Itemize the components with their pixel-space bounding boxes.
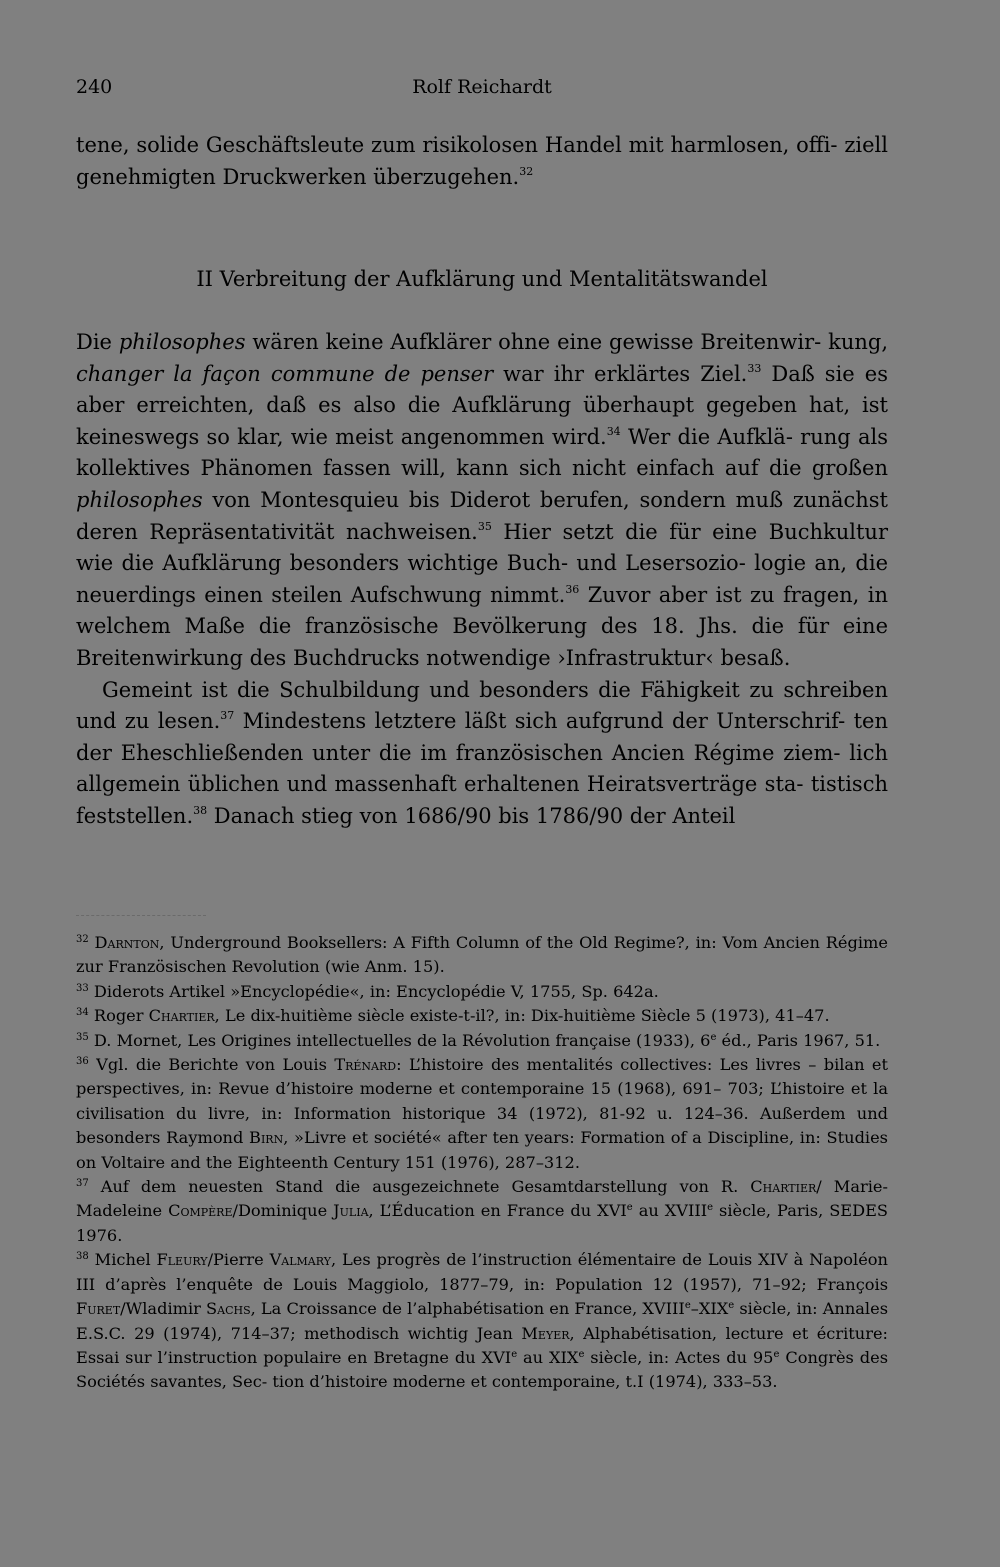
superscript: e bbox=[710, 1031, 717, 1043]
continued-paragraph bbox=[76, 130, 888, 193]
footnotes bbox=[76, 931, 888, 1395]
footnote-36 bbox=[76, 1053, 888, 1175]
footnote-ref: 36 bbox=[565, 582, 580, 596]
footnote-ref: 32 bbox=[519, 164, 534, 178]
paragraph-2 bbox=[76, 675, 888, 833]
text-run: / Marie-Madeleine bbox=[76, 1177, 888, 1221]
footnote-33 bbox=[76, 980, 888, 1004]
footnote-ref: 34 bbox=[606, 424, 621, 438]
footnote-34 bbox=[76, 1004, 888, 1028]
author-name: Chartier bbox=[148, 1006, 215, 1026]
footnote-number: 36 bbox=[76, 1056, 89, 1068]
text-run: Gemeint ist die Schulbildung und besonders die Fähigkeit zu schreiben und zu lesen. bbox=[76, 677, 888, 734]
author-name: Darnton bbox=[94, 933, 160, 952]
superscript: e bbox=[707, 1202, 714, 1214]
footnote-37 bbox=[76, 1175, 888, 1248]
footnote-ref: 35 bbox=[477, 519, 492, 533]
text-run: –XIX bbox=[690, 1299, 729, 1319]
text-run: /Pierre bbox=[207, 1250, 270, 1270]
superscript: e bbox=[578, 1348, 585, 1360]
text-run: Danach stieg von 1686/90 bis 1786/90 der Anteil bbox=[207, 803, 736, 828]
superscript: e bbox=[728, 1300, 735, 1312]
text-run: Daß sie es aber erreichten, daß es also die Aufklärung überhaupt gegeben hat, ist keineswegs so klar, wie meist angenommen wird. bbox=[76, 361, 888, 449]
author-name: Meyer bbox=[521, 1323, 570, 1343]
footnote-number: 38 bbox=[76, 1251, 89, 1263]
text-run: , »Livre et société« after ten years: Formation of a Discipline, in: Studies on Voltaire and the Eighteenth Century 151 (1976), 287–312. bbox=[76, 1128, 888, 1172]
text-run: Roger bbox=[93, 1006, 149, 1026]
author-name: Julia bbox=[333, 1201, 369, 1221]
text-run: Vgl. die Berichte von Louis bbox=[96, 1055, 335, 1075]
running-title-author: Rolf Reichardt bbox=[412, 76, 552, 98]
footnote-separator bbox=[76, 915, 206, 916]
text-run: Auf dem neuesten Stand die ausgezeichnete Gesamtdarstellung von R. bbox=[100, 1177, 751, 1197]
text-run: au XIX bbox=[517, 1347, 579, 1367]
superscript: e bbox=[773, 1348, 780, 1360]
italic-term: philosophes bbox=[76, 487, 203, 512]
paragraph-1 bbox=[76, 327, 888, 675]
author-name: Furet bbox=[76, 1299, 121, 1319]
text-run: Zuvor aber ist zu fragen, in welchem Maße die französische Bevölkerung des 18. Jhs. die für eine Breitenwirkung des Buchdrucks notwendige ›Infrastruktur‹ besaß. bbox=[76, 582, 889, 670]
paragraph bbox=[76, 130, 888, 193]
text-run: , Underground Booksellers: A Fifth Column of the Old Regime?, in: Vom Ancien Régime zur Französischen Revolution (wie Anm. 15). bbox=[76, 933, 888, 977]
author-name: Fleury bbox=[156, 1250, 208, 1270]
text-run: Diderots Artikel »Encyclopédie«, in: Encyclopédie V, 1755, Sp. 642a. bbox=[93, 981, 659, 1001]
text-run: au XVIII bbox=[632, 1201, 708, 1221]
text-run: , Les progrès de l’instruction élémentaire de Louis XIV à Napoléon III d’après l’enquête de Louis Maggiolo, 1877–79, in: Population 12 (1957), 71–92; François bbox=[76, 1250, 888, 1294]
author-name: Compère bbox=[168, 1201, 233, 1221]
text-run: Die bbox=[76, 330, 119, 354]
italic-quote: changer la façon commune de penser bbox=[76, 361, 494, 386]
text-run: Michel bbox=[94, 1250, 157, 1270]
text-run: siècle, in: Actes du 95 bbox=[584, 1347, 774, 1367]
text-run: , Le dix-huitième siècle existe-t-il?, in: Dix-huitième Siècle 5 (1973), 41–47. bbox=[214, 1006, 830, 1026]
text-run: war ihr erklärtes Ziel. bbox=[493, 361, 748, 386]
text-run: D. Mornet, Les Origines intellectuelles de la Révolution française (1933), 6 bbox=[93, 1030, 711, 1050]
main-text bbox=[76, 327, 888, 833]
footnote-32 bbox=[76, 931, 888, 980]
footnote-38 bbox=[76, 1248, 888, 1394]
running-head bbox=[76, 76, 888, 102]
text-run: Mindestens letztere läßt sich aufgrund der Unterschrif- ten der Eheschließenden unter die im französischen Ancien Régime ziem- lich allgemein üblichen und massenhaft erhaltenen Heiratsverträge sta- tistisch feststellen. bbox=[76, 709, 888, 828]
footnote-ref: 37 bbox=[220, 709, 235, 723]
author-name: Chartier bbox=[750, 1177, 817, 1197]
text-run: tene, solide Geschäftsleute zum risikolosen Handel mit harmlosen, offi- ziell genehmigten Druckwerken überzugehen. bbox=[76, 133, 888, 189]
text-run: wären keine Aufklärer ohne eine gewisse Breitenwir- kung, bbox=[245, 330, 888, 354]
text-run: , La Croissance de l’alphabétisation en France, XVIII bbox=[250, 1299, 685, 1319]
footnote-number: 37 bbox=[76, 1178, 89, 1190]
text-run: /Dominique bbox=[232, 1201, 334, 1221]
footnote-number: 33 bbox=[76, 982, 89, 994]
superscript: e bbox=[684, 1300, 691, 1312]
footnote-ref: 38 bbox=[193, 803, 208, 817]
text-run: von Montesquieu bis Diderot berufen, sondern muß zunächst deren Repräsentativität nachweisen. bbox=[76, 487, 888, 544]
footnote-35 bbox=[76, 1029, 888, 1053]
author-name: Birn bbox=[249, 1128, 284, 1148]
footnote-number: 32 bbox=[76, 934, 89, 945]
footnote-ref: 33 bbox=[747, 361, 762, 375]
text-run: siècle, in: Annales E.S.C. 29 (1974), 714–37; methodisch wichtig Jean bbox=[76, 1299, 888, 1343]
footnote-number: 35 bbox=[76, 1031, 89, 1043]
text-run: Hier setzt die für eine Buchkultur wie die Aufklärung besonders wichtige Buch- und Lesersozio- logie an, die neuerdings einen steilen Aufschwung nimmt. bbox=[76, 519, 888, 607]
text-run: , Alphabétisation, lecture et écriture: Essai sur l’instruction populaire en Bretagne du XVI bbox=[76, 1323, 888, 1367]
text-run: siècle, Paris, SEDES 1976. bbox=[76, 1201, 888, 1245]
author-name: Sachs bbox=[206, 1299, 251, 1319]
section-heading: II Verbreitung der Aufklärung und Mentalitätswandel bbox=[196, 267, 768, 291]
page-number: 240 bbox=[76, 76, 113, 98]
author-name: Trénard bbox=[334, 1055, 397, 1075]
text-run: Congrès des Sociétés savantes, Sec- tion d’histoire moderne et contemporaine, t.I (1974), 333–53. bbox=[76, 1347, 889, 1392]
text-run: , L’Éducation en France du XVI bbox=[368, 1201, 627, 1221]
text-run: : L’histoire des mentalités collectives: Les livres – bilan et perspectives, in: Revue d’histoire moderne et contemporaine 15 (1968), 691– 703; L’histoire et la civilisation du livre, in: Information historique 34 (1972), 81-92 u. 124–36. Außerdem und besonders Raymond bbox=[76, 1055, 888, 1148]
author-name: Valmary bbox=[269, 1250, 331, 1270]
footnote-number: 34 bbox=[76, 1007, 89, 1019]
text-run: Wer die Aufklä- rung als kollektives Phänomen fassen will, kann sich nicht einfach auf die großen bbox=[76, 424, 888, 481]
text-run: éd., Paris 1967, 51. bbox=[716, 1030, 881, 1050]
italic-term: philosophes bbox=[118, 330, 246, 354]
superscript: e bbox=[626, 1202, 633, 1214]
superscript: e bbox=[511, 1348, 518, 1360]
text-run: /Wladimir bbox=[120, 1299, 207, 1319]
